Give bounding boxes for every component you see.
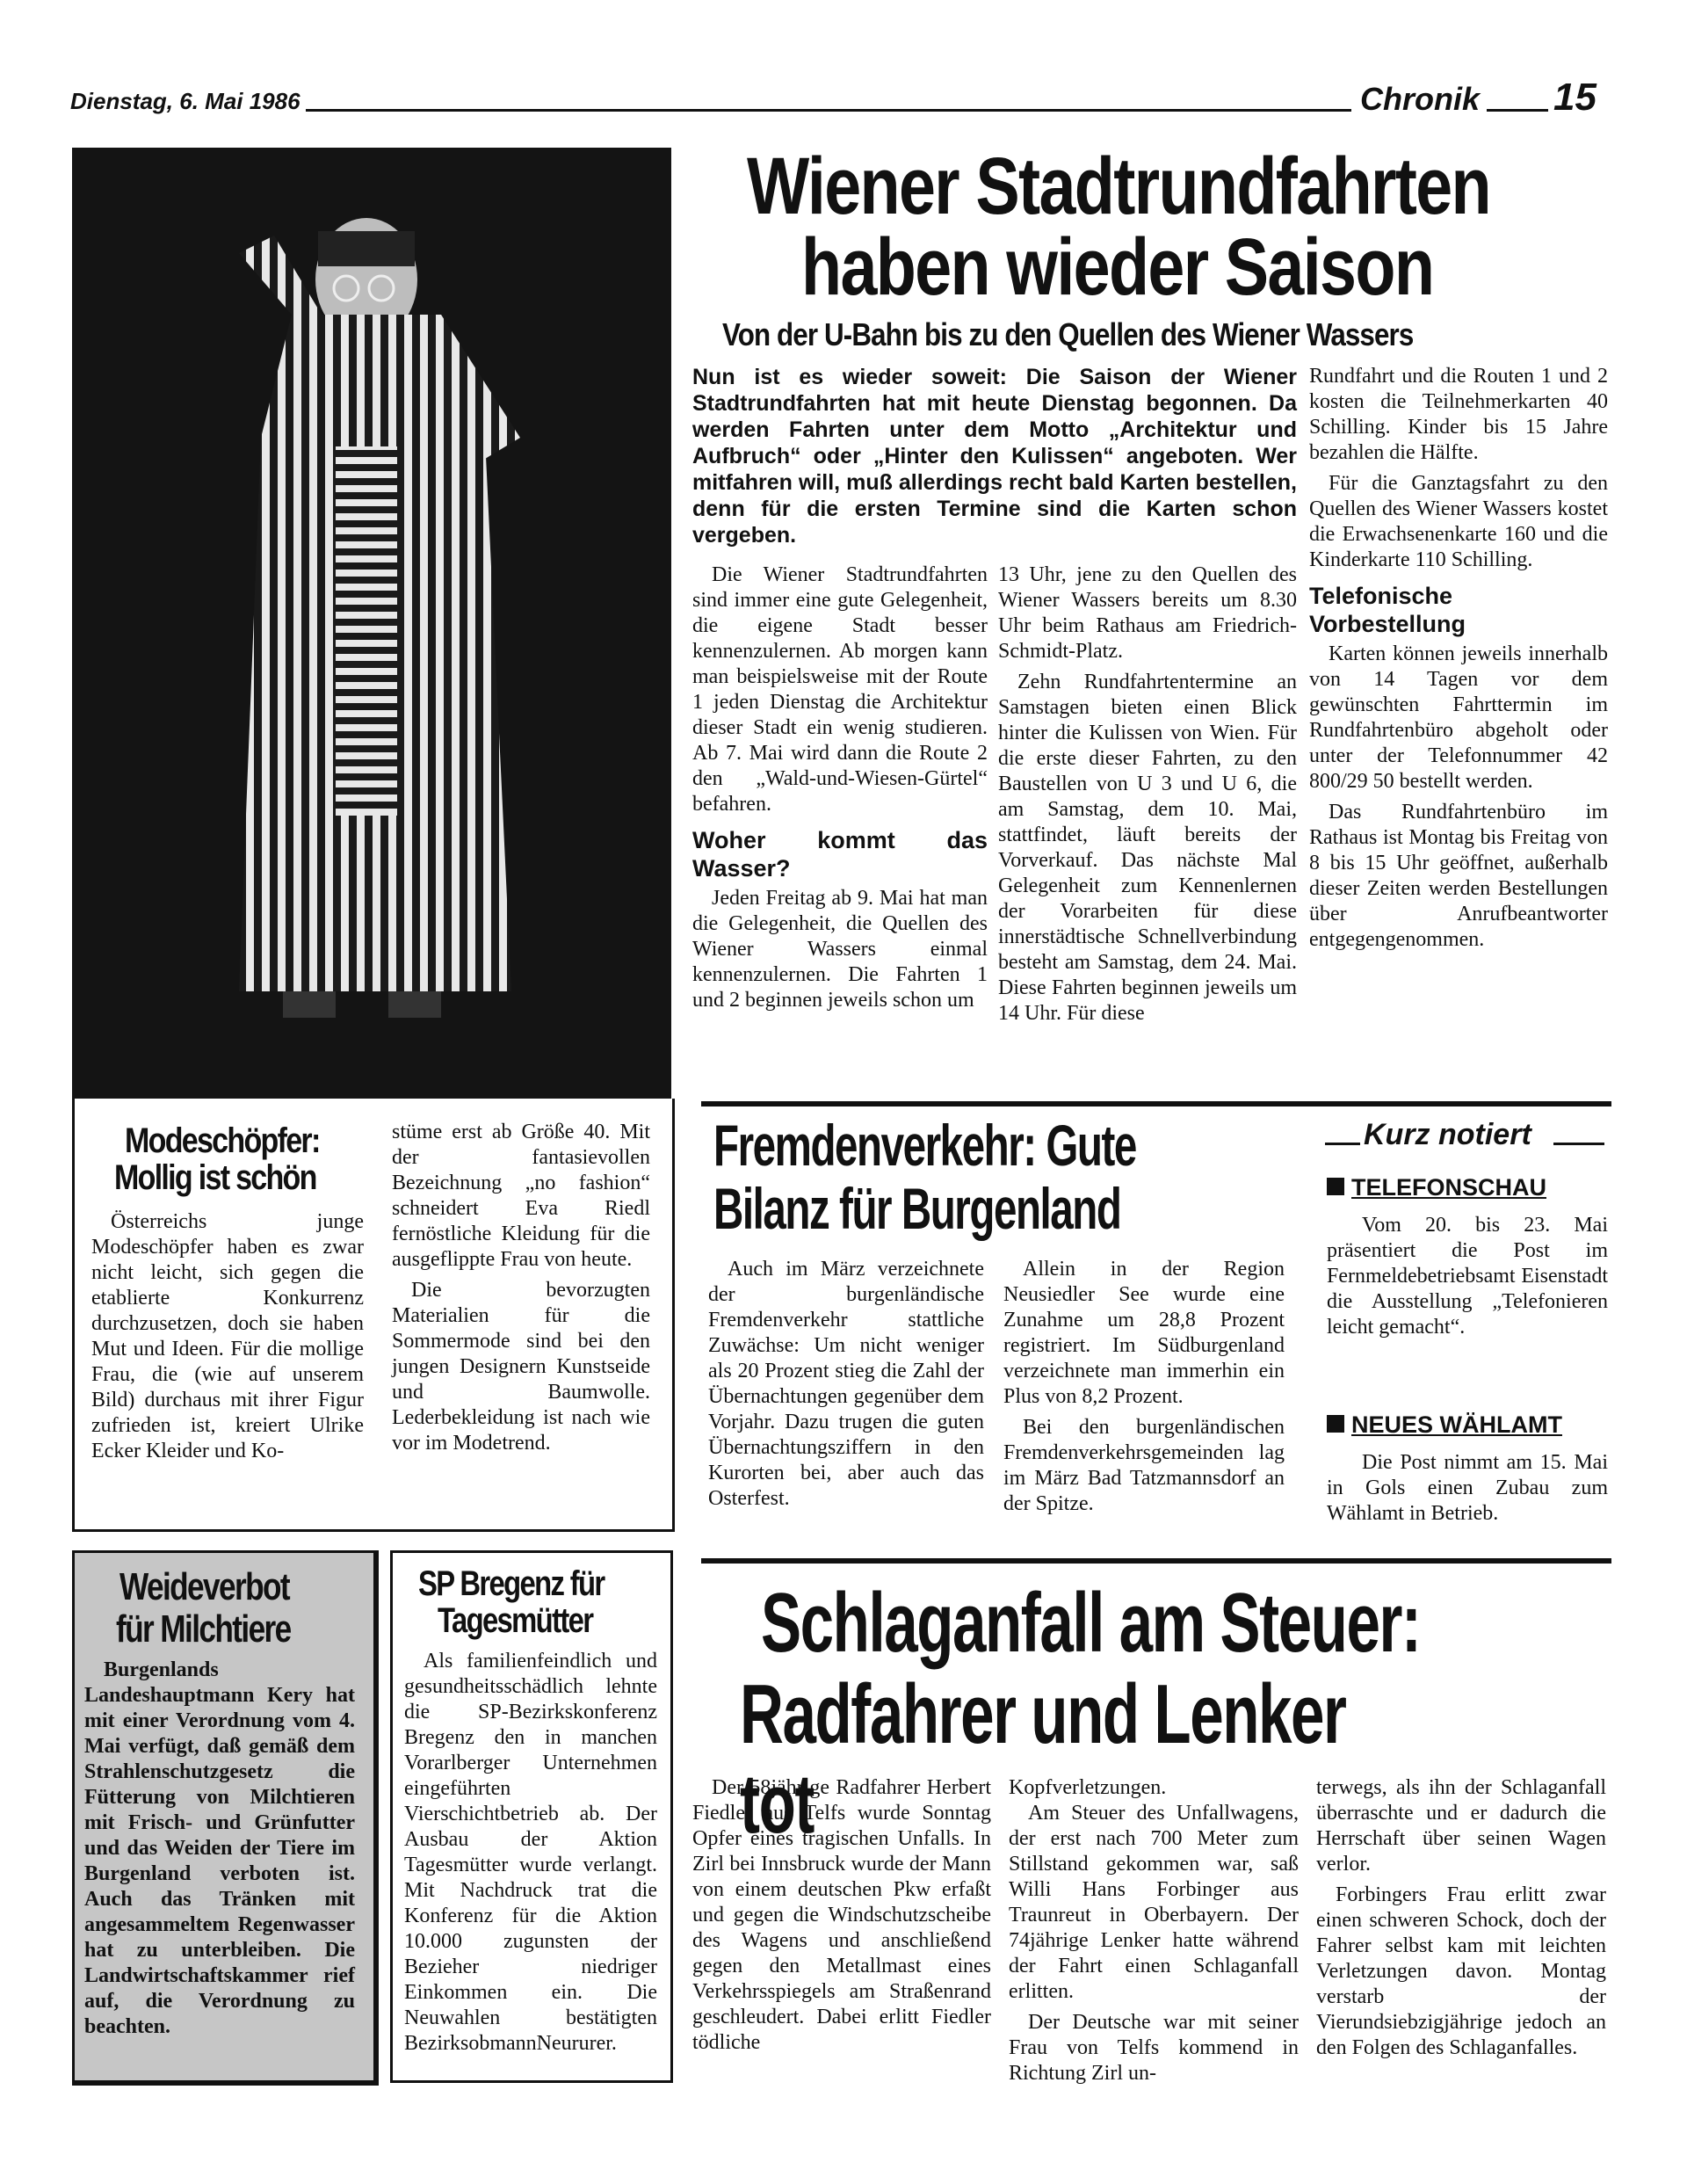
kurz-rule-right xyxy=(1553,1143,1604,1145)
tourism-title-line2: Bilanz für Burgenland xyxy=(713,1176,1121,1241)
weide-title-line2: für Milchtiere xyxy=(116,1607,291,1651)
lead-paragraph: Nun ist es wieder soweit: Die Saison der Wiener Stadtrundfahrten hat mit heute Dienstag begonnen. Da werden Fahrten unter dem Motto „Architektur und Aufbruch“ oder „Hinter den Kulissen“ angeboten. Wer mitfahren will, muß allerdings recht bald Karten bestellen, denn für die ersten Termine sind die Karten schon vergeben. xyxy=(692,365,1297,548)
lead-col3-p1: Rundfahrt und die Routen 1 und 2 kosten die Teilnehmerkarten 40 Schilling. Kinder bis 15 Jahre bezahlen die Hälfte. xyxy=(1309,365,1608,464)
spb-title-line1: SP Bregenz für xyxy=(418,1564,605,1603)
fashion-col2 xyxy=(392,1120,650,1462)
accident-col1: Der 58jährige Radfahrer Herbert Fiedler aus Telfs wurde Sonntag Opfer eines tragischen Unfalls. In Zirl bei Innsbruck wurde der Mann von einem deutschen Pkw erfaßt und gegen die Windschutzscheibe des Wagens und anschließend gegen den Metallmast eines Verkehrsspiegels am Straßenrand geschleudert. Dabei erlitt Fiedler tödliche xyxy=(692,1776,991,2054)
fashion-col2-p1: stüme erst ab Größe 40. Mit der fantasievollen Bezeichnung „no fashion“ schneidert Eva Riedl fernöstliche Kleidung für die ausgeflippte Frau von heute. xyxy=(392,1121,650,1271)
fashion-title-line1: Modeschöpfer: xyxy=(125,1121,320,1160)
kurz-item2-text: Die Post nimmt am 15. Mai in Gols einen Zubau zum Wählamt in Betrieb. xyxy=(1327,1451,1608,1525)
weide-title-line1: Weideverbot xyxy=(119,1565,289,1608)
header-rule xyxy=(306,109,1351,112)
lead-col1 xyxy=(692,562,988,1019)
lead-col3-p3: Karten können jeweils innerhalb von 14 Tagen vor dem gewünschten Fahrttermin im Rundfahrtenbüro abgeholt oder unter der Telefonnummer 42 800/29 50 bestellt werden. xyxy=(1309,642,1608,793)
lead-col1-p2: Jeden Freitag ab 9. Mai hat man die Gelegenheit, die Quellen des Wiener Wassers einmal kennenzulernen. Die Fahrten 1 und 2 beginnen jeweils schon um xyxy=(692,887,988,1012)
page-number: 15 xyxy=(1553,76,1596,119)
accident-col3-p1: terwegs, als ihn der Schlaganfall überraschte und er dadurch die Herrschaft über seinen Wagen verlor. xyxy=(1316,1776,1606,1876)
accident-col2-p2: Am Steuer des Unfallwagens, der erst nach 700 Meter zum Stillstand gekommen war, saß Willi Hans Forbinger aus Traunreut in Oberbayern. Der 74jährige Lenker hatte während der Fahrt einen Schlaganfall erlitten. xyxy=(1009,1802,1299,2003)
header-date: Dienstag, 6. Mai 1986 xyxy=(70,88,300,114)
accident-top-rule xyxy=(701,1558,1611,1564)
fashion-photo xyxy=(72,148,671,1099)
kurz-rule-left xyxy=(1325,1143,1360,1145)
tourism-col2-p2: Bei den burgenländischen Fremdenverkehrsgemeinden lag im März Bad Tatzmannsdorf an der Spitze. xyxy=(1003,1416,1285,1515)
tourism-col2-p1: Allein in der Region Neusiedler See wurde eine Zunahme um 28,8 Prozent registriert. Im Südburgenland verzeichnete man immerhin ein Plus von 8,2 Prozent. xyxy=(1003,1258,1285,1408)
lead-col3-subhead: Telefonische Vorbestellung xyxy=(1309,583,1466,637)
spb-title-line2: Tagesmütter xyxy=(438,1601,593,1640)
lead-col2 xyxy=(998,562,1297,1032)
accident-col3 xyxy=(1316,1775,1606,2066)
kurz-item1-head-text: TELEFONSCHAU xyxy=(1351,1174,1546,1201)
accident-col3-p2: Forbingers Frau erlitt zwar einen schweren Schock, doch der Fahrer selbst kam mit leichten Verletzungen davon. Montag verstarb der Vierundsiebzigjährige jedoch an den Folgen des Schlaganfalles. xyxy=(1316,1883,1606,2059)
lead-subtitle: Von der U-Bahn bis zu den Quellen des Wiener Wassers xyxy=(722,316,1414,352)
kurz-item1-text: Vom 20. bis 23. Mai präsentiert die Post im Fernmeldebetriebsamt Eisenstadt die Ausstellung „Telefonieren leicht gemacht“. xyxy=(1327,1214,1608,1339)
weide-text: Burgenlands Landeshauptmann Kery hat mit einer Verordnung vom 4. Mai verfügt, daß gemäß dem Strahlenschutzgesetz die Fütterung von Milchtieren mit Frisch- und Grünfutter und das Weiden der Tiere im Burgenland verboten ist. Auch das Tränken mit angesammeltem Regenwasser hat zu unterbleiben. Die Landwirtschaftskammer rief auf, die Verordnung zu beachten. xyxy=(84,1658,355,2038)
lead-col1-p1: Die Wiener Stadtrundfahrten sind immer eine gute Gelegenheit, die eigene Stadt besser kennenzulernen. Ab morgen kann man beispielsweise mit der Route 1 jeden Dienstag die Architektur dieser Stadt ein wenig studieren. Ab 7. Mai wird dann die Route 2 den „Wald-und-Wiesen-Gürtel“ befahren. xyxy=(692,563,988,816)
lead-col3-p4: Das Rundfahrtenbüro im Rathaus ist Montag bis Freitag von 8 bis 15 Uhr geöffnet, außerhalb dieser Zeiten werden Bestellungen über Anrufbeantworter entgegengenommen. xyxy=(1309,801,1608,951)
lead-col3 xyxy=(1309,364,1608,958)
lead-col2-p1: 13 Uhr, jene zu den Quellen des Wiener Wassers bereits um 8.30 Uhr beim Rathaus am Friedrich-Schmidt-Platz. xyxy=(998,563,1297,663)
accident-title-line1: Schlaganfall am Steuer: xyxy=(761,1576,1421,1670)
spb-text: Als familienfeindlich und gesundheitsschädlich lehnte die SP-Bezirkskonferenz Bregenz den in manchen Vorarlberger Unternehmen eingeführten Vierschichtbetrieb ab. Der Ausbau der Aktion Tagesmütter wurde verlangt. Mit Nachdruck trat die Konferenz für die Aktion 10.000 zugunsten der Bezieher niedriger Einkommen ein. Die Neuwahlen bestätigten BezirksobmannNeururer. xyxy=(404,1650,657,2055)
accident-col2 xyxy=(1009,1775,1299,2092)
model-figure-image xyxy=(72,148,671,1099)
header-rule-2 xyxy=(1487,109,1548,112)
kurz-item2-head xyxy=(1327,1411,1562,1439)
tourism-col1: Auch im März verzeichnete der burgenländische Fremdenverkehr stattliche Zuwächse: Um nicht weniger als 20 Prozent stieg die Zahl der Übernachtungen gegenüber dem Vorjahr. Dazu trugen die guten Übernachtungsziffern in den Kurorten bei, aber auch das Osterfest. xyxy=(708,1258,984,1510)
kurz-item2-head-text: NEUES WÄHLAMT xyxy=(1351,1411,1562,1438)
bullet-square-icon xyxy=(1327,1178,1344,1195)
tourism-top-rule xyxy=(701,1101,1611,1107)
kurz-item1-head xyxy=(1327,1174,1546,1201)
bullet-square-icon xyxy=(1327,1415,1344,1433)
kurz-title: Kurz notiert xyxy=(1364,1118,1531,1151)
tourism-title-line1: Fremdenverkehr: Gute xyxy=(713,1113,1136,1178)
fashion-col2-p2: Die bevorzugten Materialien für die Sommermode sind bei den jungen Designern Kunstseide und Baumwolle. Lederbekleidung ist nach wie vor im Modetrend. xyxy=(392,1279,650,1455)
accident-col2-p3: Der Deutsche war mit seiner Frau von Telfs kommend in Richtung Zirl un- xyxy=(1009,2011,1299,2085)
header-section: Chronik xyxy=(1360,81,1481,117)
lead-col1-subhead: Woher kommt das Wasser? xyxy=(692,827,988,882)
accident-col2-p1: Kopfverletzungen. xyxy=(1009,1776,1167,1799)
lead-title-line1: Wiener Stadtrundfahrten xyxy=(747,141,1490,231)
lead-col2-p2: Zehn Rundfahrtentermine an Samstagen bieten einen Blick hinter die Kulissen von Wien. Für die erste dieser Fahrten, zu den Baustellen von U 3 und U 6, die am Samstag, dem 10. Mai, stattfindet, läuft bereits der Vorverkauf. Das nächste Mal Gelegenheit zum Kennenlernen der Vorarbeiten für diese innerstädtische Schnellverbindung besteht am Samstag, dem 24. Mai. Diese Fahrten beginnen jeweils um 14 Uhr. Für diese xyxy=(998,671,1297,1025)
tourism-col2 xyxy=(1003,1257,1285,1522)
fashion-title-line2: Mollig ist schön xyxy=(114,1158,316,1197)
lead-title-line2: haben wieder Saison xyxy=(801,222,1434,312)
accident-title-line2: Radfahrer und Lenker tot xyxy=(740,1667,1346,1851)
fashion-col1: Österreichs junge Modeschöpfer haben es zwar nicht leicht, sich gegen die etablierte Konkurrenz durchzusetzen, doch sie haben Mut und Ideen. Für die mollige Frau, die (wie auf unserem Bild) durchaus mit ihrer Figur zufrieden ist, kreiert Ulrike Ecker Kleider und Ko- xyxy=(91,1210,364,1462)
lead-col3-p2: Für die Ganztagsfahrt zu den Quellen des Wiener Wassers kostet die Erwachsenenkarte 160 und die Kinderkarte 110 Schilling. xyxy=(1309,472,1608,571)
